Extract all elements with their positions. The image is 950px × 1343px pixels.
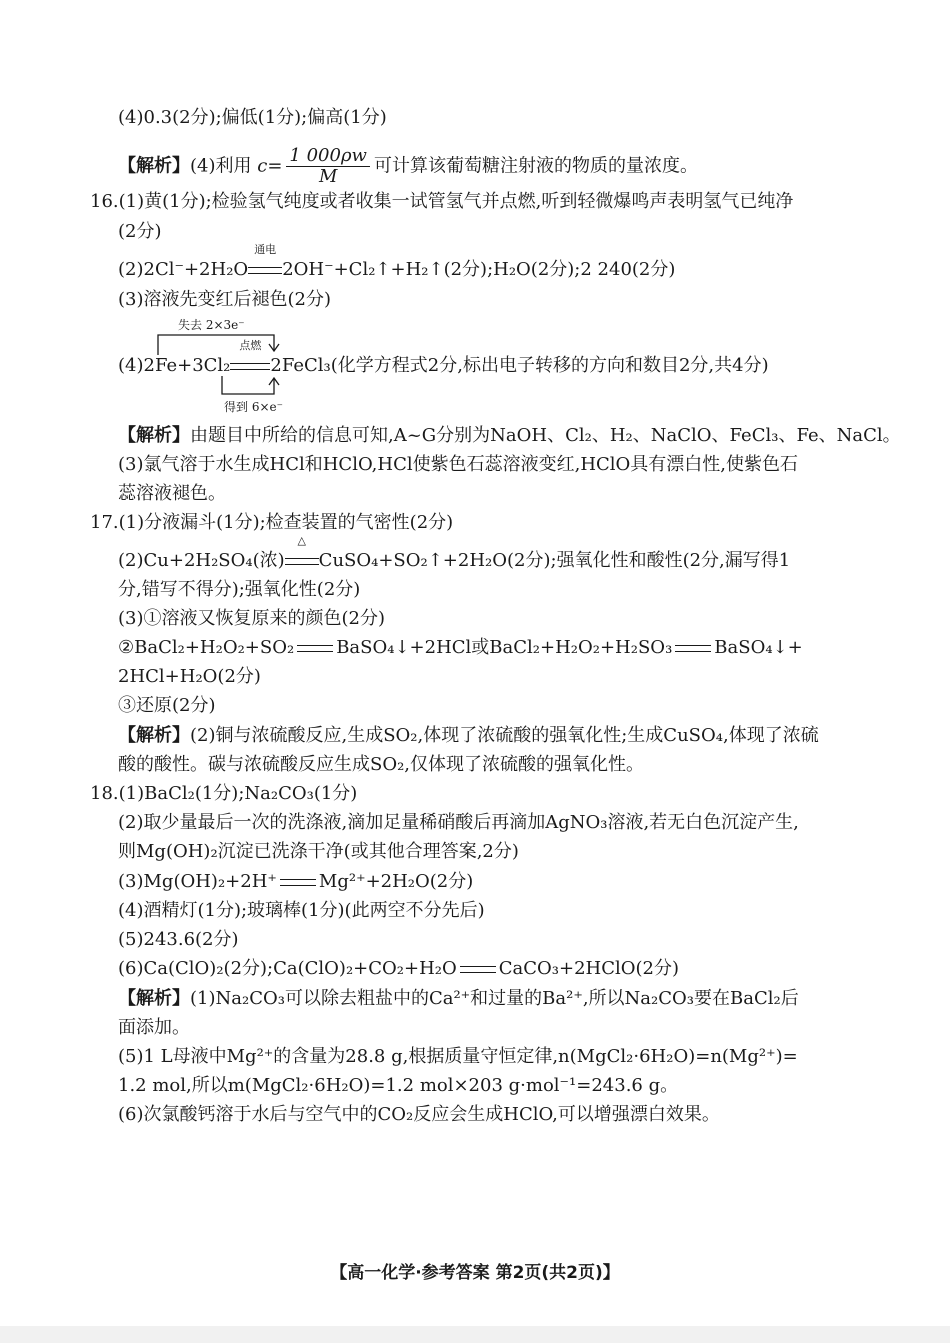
q18-analysis-d: 1.2 mol,所以m(MgCl₂·6H₂O)=1.2 mol×203 g·mol⁻¹=243.6 g。 — [118, 1075, 679, 1096]
q16-analysis-b: (3)氯气溶于水生成HCl和HClO,HCl使紫色石蕊溶液变红,HClO具有漂白性,使紫色石 — [118, 454, 799, 475]
equals-double-bar — [280, 879, 316, 886]
q16-1-answer-a: 16.(1)黄(1分);检验氢气纯度或者收集一试管氢气并点燃,听到轻微爆鸣声表明氢气已纯净 — [90, 191, 794, 212]
q18-1-answer: 18.(1)BaCl₂(1分);Na₂CO₃(1分) — [90, 783, 358, 804]
analysis-label: 【解析】 — [118, 725, 190, 746]
analysis-label: 【解析】 — [118, 155, 190, 177]
q17-3-answer-d: ③还原(2分) — [118, 695, 216, 716]
page-footer: 【高一化学·参考答案 第2页(共2页)】 — [330, 1263, 620, 1283]
q17-analysis-b: 酸的酸性。碳与浓硫酸反应生成SO₂,仅体现了浓硫酸的强氧化性。 — [118, 754, 645, 775]
double-bar — [285, 558, 319, 565]
reaction-condition-arrow — [285, 534, 319, 573]
q16-4-answer — [118, 339, 769, 378]
q17-3b-part3: BaSO₄↓+ — [714, 637, 803, 658]
q17-1-answer: 17.(1)分液漏斗(1分);检查装置的气密性(2分) — [90, 512, 454, 533]
q18-2-answer-b: 则Mg(OH)₂沉淀已洗涤干净(或其他合理答案,2分) — [118, 841, 519, 862]
q16-analysis-a-text: 由题目中所给的信息可知,A~G分别为NaOH、Cl₂、H₂、NaClO、FeCl₃、Fe、NaCl。 — [190, 425, 901, 446]
electron-gain-label: 得到 6×e⁻ — [224, 400, 283, 414]
q16-3-answer: (3)溶液先变红后褪色(2分) — [118, 289, 331, 310]
condition-text: 点燃 — [239, 339, 262, 352]
q16-2-pre: (2)2Cl⁻+2H₂O — [118, 259, 249, 280]
analysis-label: 【解析】 — [118, 425, 190, 446]
q17-analysis-a-text: (2)铜与浓硫酸反应,生成SO₂,体现了浓硫酸的强氧化性;生成CuSO₄,体现了浓硫 — [190, 725, 819, 746]
q15-analysis-post: 可计算该葡萄糖注射液的物质的量浓度。 — [373, 155, 698, 177]
q17-2-answer-b: 分,错写不得分);强氧化性(2分) — [118, 579, 361, 600]
q18-6-pre: (6)Ca(ClO)₂(2分);Ca(ClO)₂+CO₂+H₂O — [118, 958, 457, 979]
q18-2-answer-a: (2)取少量最后一次的洗涤液,滴加足量稀硝酸后再滴加AgNO₃溶液,若无白色沉淀产生, — [118, 812, 799, 833]
q17-3b-part1: ②BaCl₂+H₂O₂+SO₂ — [118, 637, 295, 658]
gain-electron-bracket — [222, 376, 274, 394]
reaction-condition-arrow — [230, 339, 270, 378]
q18-analysis-c: (5)1 L母液中Mg²⁺的含量为28.8 g,根据质量守恒定律,n(MgCl₂·6H₂O)=n(Mg²⁺)= — [118, 1046, 798, 1067]
q18-3-answer — [118, 870, 473, 894]
electron-lose-label: 失去 2×3e⁻ — [178, 318, 245, 332]
fraction-numerator: 1 000ρw — [286, 146, 370, 167]
q16-1-answer-b: (2分) — [118, 221, 162, 242]
condition-text: 通电 — [254, 243, 277, 256]
q18-4-answer: (4)酒精灯(1分);玻璃棒(1分)(此两空不分先后) — [118, 900, 485, 921]
q16-4-post: 2FeCl₃(化学方程式2分,标出电子转移的方向和数目2分,共4分) — [270, 355, 769, 376]
q16-analysis-a — [118, 424, 901, 448]
q17-3-answer-c: 2HCl+H₂O(2分) — [118, 666, 261, 687]
q15-4-answer: (4)0.3(2分);偏低(1分);偏高(1分) — [118, 107, 387, 128]
q18-analysis-a-text: (1)Na₂CO₃可以除去粗盐中的Ca²⁺和过量的Ba²⁺,所以Na₂CO₃要在BaCl₂后 — [190, 988, 799, 1009]
analysis-label: 【解析】 — [118, 988, 190, 1009]
q17-2-answer — [118, 534, 791, 573]
q17-3-answer-a: (3)①溶液又恢复原来的颜色(2分) — [118, 608, 385, 629]
double-bar — [230, 363, 270, 370]
q17-analysis-a — [118, 724, 819, 748]
q18-6-post: CaCO₃+2HClO(2分) — [498, 958, 680, 979]
equals-double-bar — [460, 966, 496, 973]
bottom-band — [0, 1326, 950, 1343]
q18-6-answer — [118, 957, 679, 981]
q18-5-answer: (5)243.6(2分) — [118, 929, 239, 950]
q15-analysis-pre: (4)利用 — [190, 155, 252, 177]
q15-analysis-eq: = — [267, 155, 283, 177]
q15-analysis-c: c — [257, 155, 268, 177]
q18-analysis-e: (6)次氯酸钙溶于水后与空气中的CO₂反应会生成HClO,可以增强漂白效果。 — [118, 1104, 720, 1125]
equals-double-bar — [297, 645, 333, 652]
fraction-denominator: M — [318, 166, 338, 187]
q18-3-post: Mg²⁺+2H₂O(2分) — [318, 871, 474, 892]
q18-analysis-a — [118, 987, 799, 1011]
q17-2-pre: (2)Cu+2H₂SO₄(浓) — [118, 550, 285, 571]
q17-3-answer-b — [118, 636, 803, 660]
q16-analysis-c: 蕊溶液褪色。 — [118, 483, 226, 504]
q18-3-pre: (3)Mg(OH)₂+2H⁺ — [118, 871, 277, 892]
equals-double-bar — [675, 645, 711, 652]
q17-2-post: CuSO₄+SO₂↑+2H₂O(2分);强氧化性和酸性(2分,漏写得1 — [318, 550, 791, 571]
condition-text: △ — [297, 534, 306, 547]
q17-3b-part2: BaSO₄↓+2HCl或BaCl₂+H₂O₂+H₂SO₃ — [336, 637, 673, 658]
q16-4-pre: (4)2Fe+3Cl₂ — [118, 355, 231, 376]
q16-2-post: 2OH⁻+Cl₂↑+H₂↑(2分);H₂O(2分);2 240(2分) — [282, 259, 676, 280]
q18-analysis-b: 面添加。 — [118, 1017, 190, 1038]
